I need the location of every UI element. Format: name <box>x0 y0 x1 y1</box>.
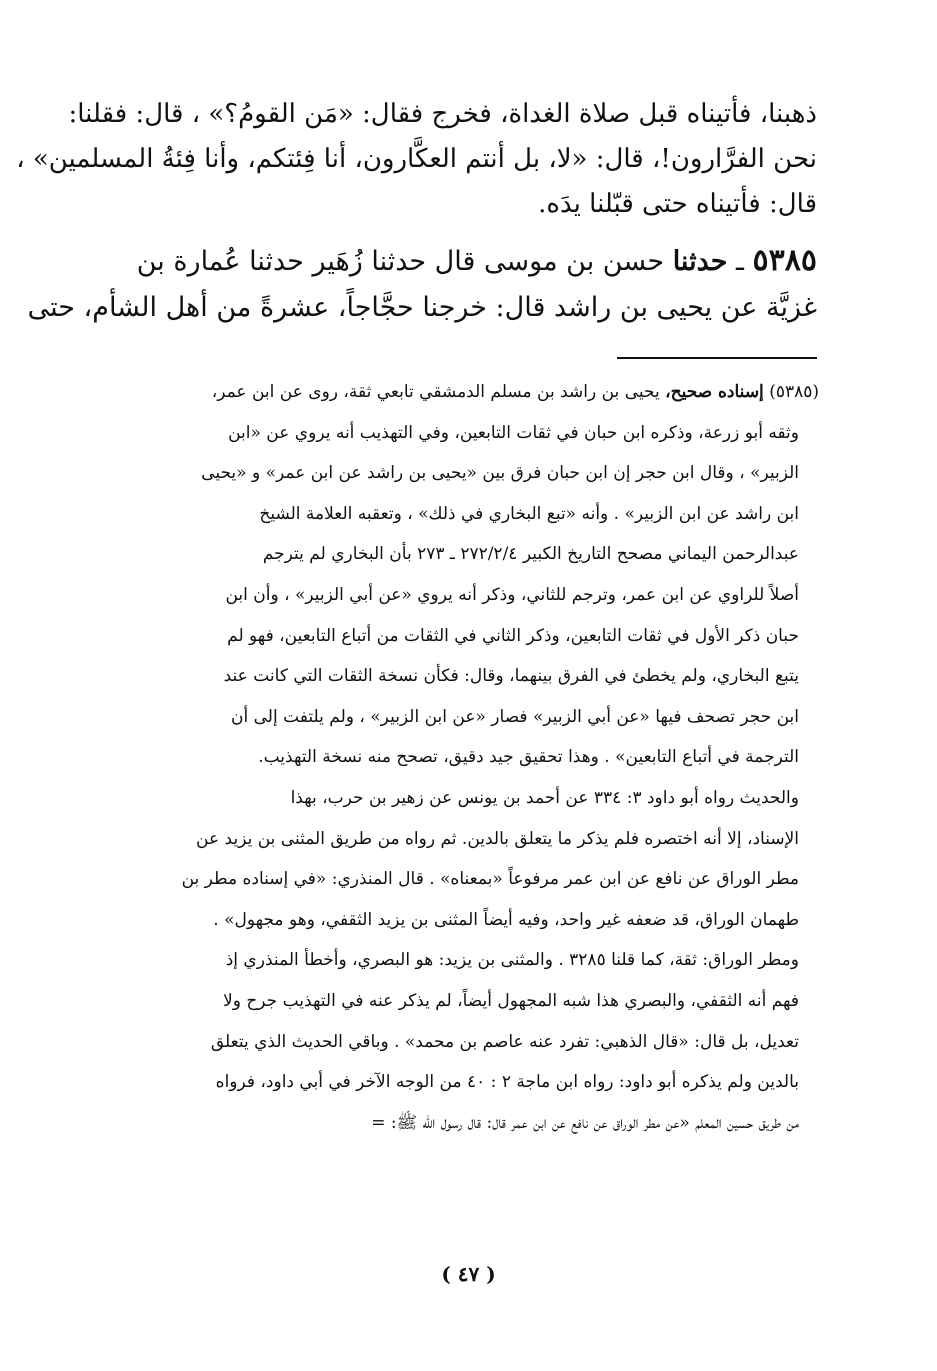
footnote-line: ومطر الوراق: ثقة، كما قلنا ٣٢٨٥ . والمثنى بن يزيد: هو البصري، وأخطأ المنذري إذ <box>225 950 799 971</box>
footnote-line: حبان ذكر الأول في ثقات التابعين، وذكر الثاني في الثقات من أتباع التابعين، فهو لم <box>227 625 799 646</box>
footnote-line: والحديث رواه أبو داود ٣: ٣٣٤ عن أحمد بن يونس عن زهير بن حرب، بهذا <box>290 787 799 808</box>
footnote-line: تعديل، بل قال: «قال الذهبي: تفرد عنه عاصم بن محمد» . وباقي الحديث الذي يتعلق <box>210 1031 799 1052</box>
footnote-line: ابن راشد عن ابن الزبير» . وأنه «تبع البخاري في ذلك» ، وتعقبه العلامة الشيخ <box>259 503 799 524</box>
hadith-line: غزيَّة عن يحيى بن راشد قال: خرجنا حجَّاجاً، عشرةً من أهل الشأم، حتى <box>27 292 817 323</box>
footnote-body <box>115 413 799 1144</box>
footnote-line <box>115 372 819 413</box>
footnote-label: إسناده صحيح، <box>665 382 764 402</box>
hadith-label: حدثنا <box>672 246 728 277</box>
hadith-line <box>117 238 817 285</box>
footnotes <box>115 372 819 1143</box>
footnote-line: وثقه أبو زرعة، وذكره ابن حبان في ثقات التابعين، وفي التهذيب أنه يروي عن «ابن <box>228 422 799 443</box>
hadith-number: ٥٣٨٥ <box>752 243 817 278</box>
footnote-line: بالدين ولم يذكره أبو داود: رواه ابن ماجة ٢ : ٤٠ من الوجه الآخر في أبي داود، فرواه <box>215 1072 799 1093</box>
footnote-divider <box>617 357 817 359</box>
hadith-block <box>27 238 817 331</box>
footnote-line: من طريق حسين المعلم «عن مطر الوراق عن نافع عن ابن عمر قال: قال رسول الله ﷺ: = <box>371 1112 799 1133</box>
main-text-line: ذهبنا، فأتيناه قبل صلاة الغداة، فخرج فقال: «مَن القومُ؟» ، قال: فقلنا: <box>68 99 817 129</box>
hadith-dash: ـ <box>727 246 753 277</box>
footnote-line: عبدالرحمن اليماني مصحح التاريخ الكبير ٢٧٢/٢/٤ ـ ٢٧٣ بأن البخاري لم يترجم <box>262 544 799 565</box>
hadith-text: حسن بن موسى قال حدثنا زُهَير حدثنا عُمارة بن <box>136 246 673 277</box>
footnote-line: ابن حجر تصحف فيها «عن أبي الزبير» فصار «عن ابن الزبير» ، ولم يلتفت إلى أن <box>231 706 799 727</box>
footnote-number: (٥٣٨٥) <box>769 382 819 402</box>
footnote-line: طهمان الوراق، قد ضعفه غير واحد، وفيه أيضاً المثنى بن يزيد الثقفي، وهو مجهول» . <box>213 909 799 930</box>
footnote-line: أصلاً للراوي عن ابن عمر، وترجم للثاني، وذكر أنه يروي «عن أبي الزبير» ، وأن ابن <box>225 584 799 605</box>
page-number: ( ٤٧ ) <box>441 1262 496 1286</box>
main-text <box>16 92 817 227</box>
main-text-line: قال: فأتيناه حتى قبّلنا يدَه. <box>538 189 817 219</box>
footnote-line: الزبير» ، وقال ابن حجر إن ابن حبان فرق بين «يحيى بن راشد عن ابن عمر» و «يحيى <box>201 463 799 484</box>
footnote-text: يحيى بن راشد بن مسلم الدمشقي تابعي ثقة، روى عن ابن عمر، <box>211 382 666 402</box>
footnote-line: مطر الوراق عن نافع عن ابن عمر مرفوعاً «بمعناه» . قال المنذري: «في إسناده مطر بن <box>181 869 799 890</box>
footnote-line: فهم أنه الثقفي، والبصري هذا شبه المجهول أيضاً، لم يذكر عنه في التهذيب جرح ولا <box>223 990 799 1011</box>
footnote-line: يتبع البخاري، ولم يخطئ في الفرق بينهما، وقال: فكأن نسخة الثقات التي كانت عند <box>223 666 799 687</box>
footnote-line: الإسناد، إلا أنه اختصره فلم يذكر ما يتعلق بالدين. ثم رواه من طريق المثنى بن يزيد عن <box>196 828 799 849</box>
footnote-line: الترجمة في أتباع التابعين» . وهذا تحقيق جيد دقيق، تصحح منه نسخة التهذيب. <box>258 747 799 768</box>
main-text-line: نحن الفرَّارون!، قال: «لا، بل أنتم العكَّارون، أنا فِئتكم، وأنا فِئةُ المسلمين» ، <box>16 144 817 174</box>
